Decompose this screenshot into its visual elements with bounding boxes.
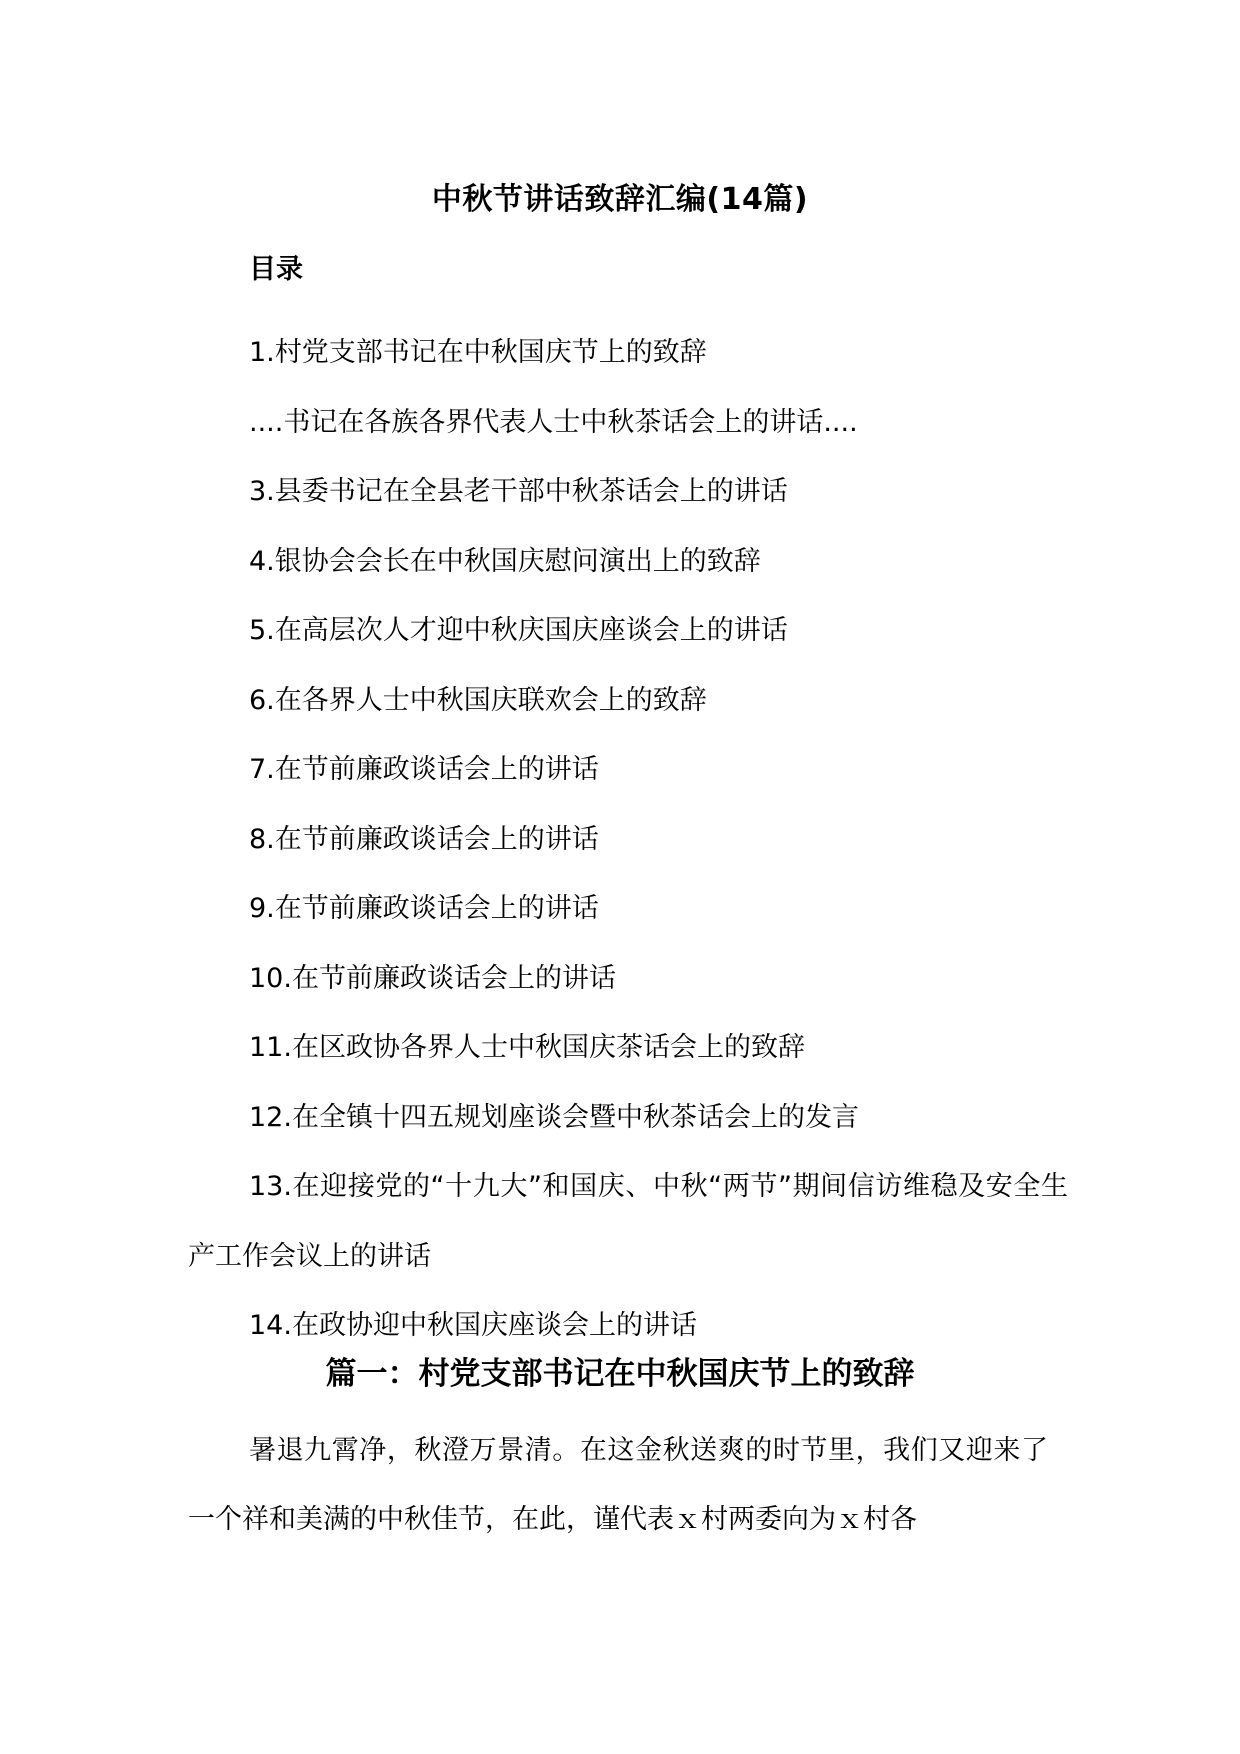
toc-item: 3.县委书记在全县老干部中秋茶话会上的讲话	[249, 476, 788, 507]
toc-heading: 目录	[249, 254, 303, 285]
document-title: 中秋节讲话致辞汇编(14篇)	[431, 182, 809, 217]
toc-item: 7.在节前廉政谈话会上的讲话	[249, 754, 599, 785]
toc-item: 8.在节前廉政谈话会上的讲话	[249, 823, 599, 855]
section-title: 篇一：村党支部书记在中秋国庆节上的致辞	[325, 1356, 915, 1392]
toc-item: 12.在全镇十四五规划座谈会暨中秋茶话会上的发言	[249, 1101, 859, 1133]
toc-item: 13.在迎接党的“十九大”和国庆、中秋“两节”期间信访维稳及安全生产工作会议上的讲话	[188, 1171, 1068, 1272]
toc-item: 5.在高层次人才迎中秋庆国庆座谈会上的讲话	[249, 615, 788, 646]
toc-item: 1.村党支部书记在中秋国庆节上的致辞	[249, 337, 707, 368]
toc-item: 9.在节前廉政谈话会上的讲话	[249, 893, 599, 924]
toc-item: ....书记在各族各界代表人士中秋茶话会上的讲话....	[249, 406, 858, 438]
table-of-contents	[188, 318, 1068, 1361]
toc-item: 14.在政协迎中秋国庆座谈会上的讲话	[249, 1310, 697, 1341]
toc-item: 6.在各界人士中秋国庆联欢会上的致辞	[249, 684, 707, 716]
toc-item: 4.银协会会长在中秋国庆慰问演出上的致辞	[249, 545, 761, 577]
body-paragraph: 暑退九霄净，秋澄万景清。在这金秋送爽的时节里，我们又迎来了一个祥和美满的中秋佳节，在此，谨代表ｘ村两委向为ｘ村各	[188, 1435, 1048, 1535]
toc-item: 11.在区政协各界人士中秋国庆茶话会上的致辞	[249, 1032, 805, 1063]
toc-item: 10.在节前廉政谈话会上的讲话	[249, 962, 616, 994]
